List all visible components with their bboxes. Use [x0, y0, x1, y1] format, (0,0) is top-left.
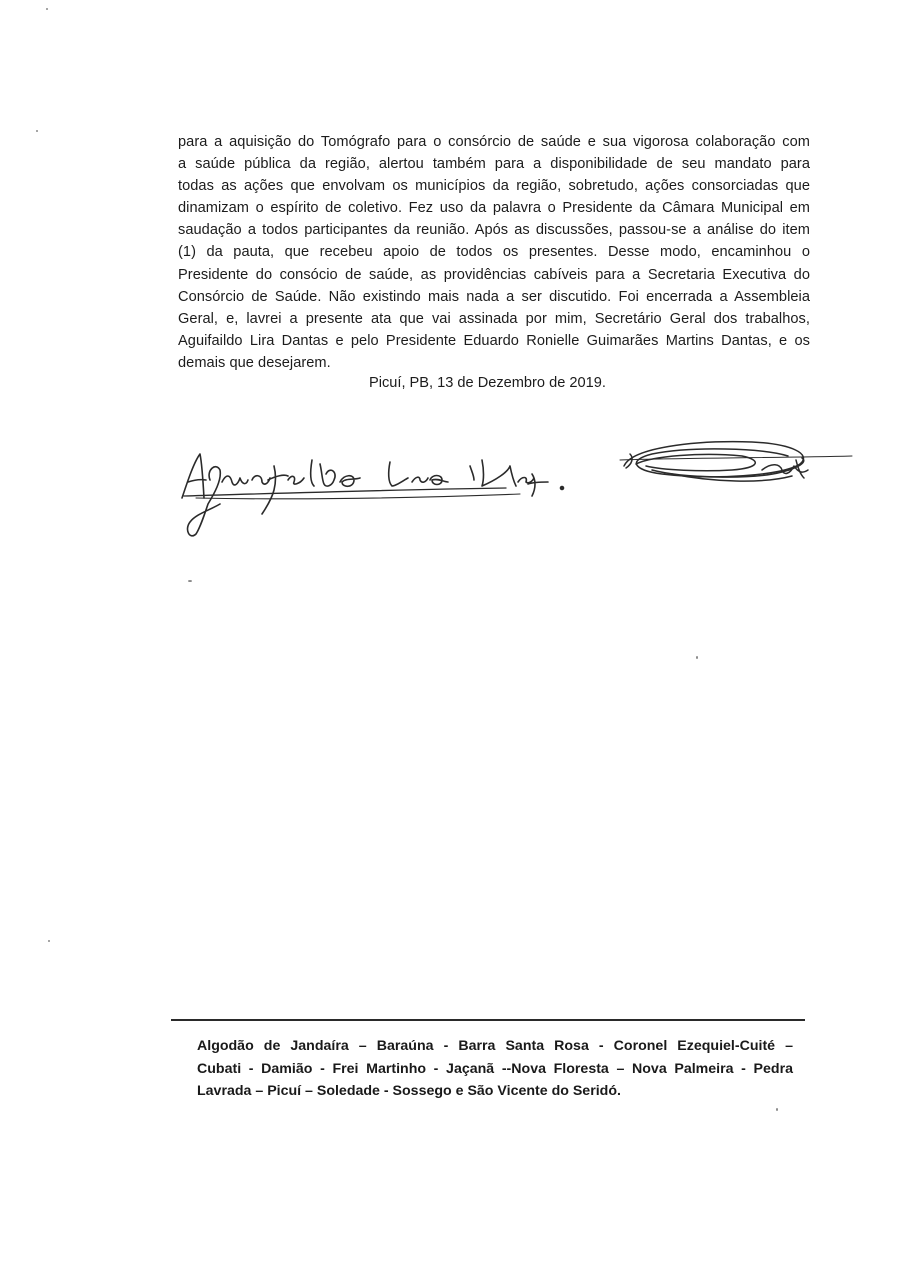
scan-speck [46, 8, 48, 10]
minutes-body-text [178, 131, 810, 374]
body-line: demais que desejarem. [178, 354, 331, 371]
footer-line: Cubati - Damião - Frei Martinho - Jaçanã --Nova Floresta – Nova Palmeira - Pedra [197, 1060, 793, 1077]
body-line: saudação a todos participantes da reunião. Após as discussões, passou-se a análise do item [178, 222, 810, 239]
scan-speck [776, 1108, 778, 1111]
body-line: a saúde pública da região, alertou também para a disponibilidade de seu mandato para [178, 156, 810, 173]
body-line: dinamizam o espírito de coletivo. Fez uso da palavra o Presidente da Câmara Municipal em [178, 200, 810, 217]
body-line: Consórcio de Saúde. Não existindo mais nada a ser discutido. Foi encerrada a Assembleia [178, 288, 810, 305]
body-line: Presidente do consócio de saúde, as providências cabíveis para a Secretaria Executiva do [178, 266, 810, 283]
footer-line: Lavrada – Picuí – Soledade - Sossego e São Vicente do Seridó. [197, 1083, 621, 1100]
body-line: Geral, e, lavrei a presente ata que vai assinada por mim, Secretário Geral dos trabalhos, [178, 310, 810, 327]
president-signature [612, 430, 862, 500]
date-line: Picuí, PB, 13 de Dezembro de 2019. [369, 375, 606, 391]
footer-municipalities [197, 1035, 793, 1103]
scan-speck [36, 130, 38, 132]
body-line: todas as ações que envolvam os municípios da região, sobretudo, ações consorciadas que [178, 178, 810, 195]
scan-speck [188, 580, 192, 582]
body-line: Aguifaildo Lira Dantas e pelo Presidente Eduardo Ronielle Guimarães Martins Dantas, e os [178, 332, 810, 349]
footer-line: Algodão de Jandaíra – Baraúna - Barra Santa Rosa - Coronel Ezequiel-Cuité – [197, 1038, 793, 1054]
body-line: (1) da pauta, que recebeu apoio de todos os presentes. Desse modo, encaminhou o [178, 244, 810, 261]
body-line: para a aquisição do Tomógrafo para o consórcio de saúde e sua vigorosa colaboração com [178, 134, 810, 150]
footer-divider [171, 1019, 805, 1021]
scan-speck [48, 940, 50, 942]
secretary-signature [176, 440, 596, 540]
scan-speck [696, 656, 698, 659]
